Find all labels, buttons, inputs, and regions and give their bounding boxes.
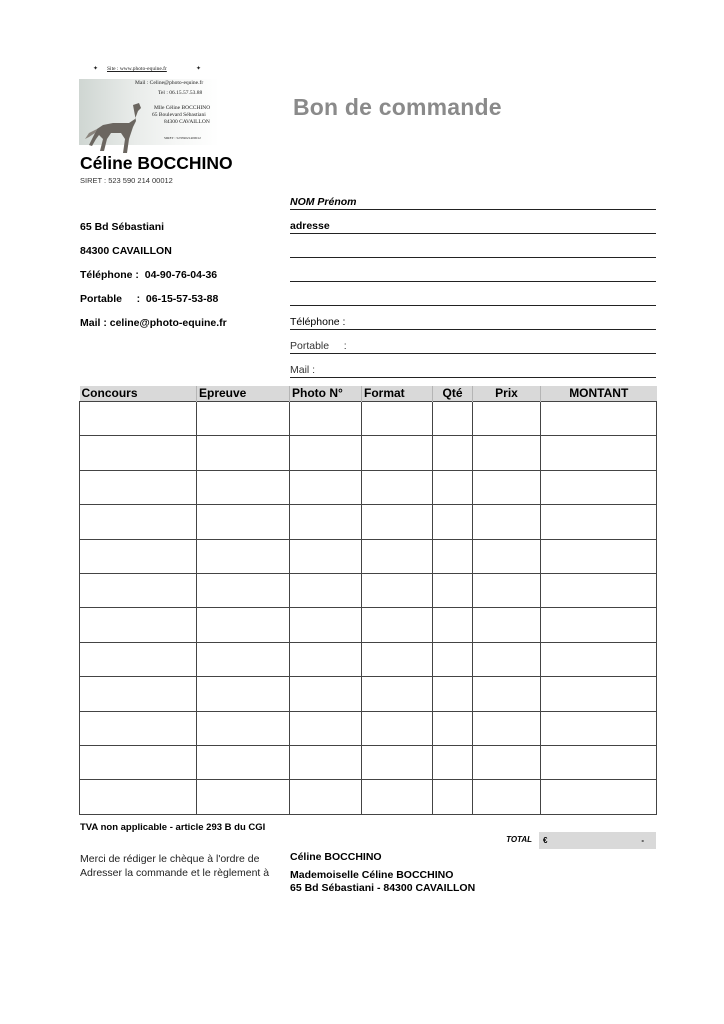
table-row — [80, 470, 657, 504]
customer-mail-label: Mail : — [290, 364, 316, 376]
column-header-photo: Photo N° — [290, 386, 362, 402]
table-row — [80, 539, 657, 573]
customer-name-label: NOM Prénom — [290, 196, 357, 208]
table-cell[interactable] — [197, 608, 290, 642]
page-title: Bon de commande — [293, 94, 502, 120]
column-header-qty: Qté — [433, 386, 473, 402]
table-cell[interactable] — [541, 402, 657, 436]
table-cell[interactable] — [473, 677, 541, 711]
column-header-epreuve: Epreuve — [197, 386, 290, 402]
cheque-payee: Céline BOCCHINO — [290, 851, 382, 863]
send-name: Mademoiselle Céline BOCCHINO — [290, 869, 454, 881]
table-cell[interactable] — [80, 677, 197, 711]
table-cell[interactable] — [541, 436, 657, 470]
table-cell[interactable] — [541, 573, 657, 607]
table-cell[interactable] — [433, 539, 473, 573]
customer-address-line-4[interactable] — [290, 291, 656, 306]
table-cell[interactable] — [197, 711, 290, 745]
table-cell[interactable] — [433, 677, 473, 711]
table-cell[interactable] — [362, 505, 433, 539]
table-cell[interactable] — [473, 505, 541, 539]
table-cell[interactable] — [197, 642, 290, 676]
table-cell[interactable] — [362, 711, 433, 745]
company-name: Céline BOCCHINO — [80, 153, 233, 173]
table-cell[interactable] — [290, 505, 362, 539]
table-cell[interactable] — [362, 573, 433, 607]
table-cell[interactable] — [80, 505, 197, 539]
table-cell[interactable] — [80, 711, 197, 745]
table-cell[interactable] — [433, 780, 473, 814]
table-row — [80, 745, 657, 779]
table-row — [80, 711, 657, 745]
customer-mobile-label: Portable : — [290, 340, 347, 352]
send-address: 65 Bd Sébastiani - 84300 CAVAILLON — [290, 882, 476, 894]
total-box — [539, 832, 656, 849]
table-row — [80, 642, 657, 676]
table-cell[interactable] — [362, 642, 433, 676]
table-cell[interactable] — [290, 780, 362, 814]
table-cell[interactable] — [473, 539, 541, 573]
customer-address-line-3[interactable] — [290, 267, 656, 282]
table-cell[interactable] — [80, 539, 197, 573]
table-cell[interactable] — [290, 677, 362, 711]
logo-site: Site : www.photo-equine.fr — [107, 66, 167, 72]
customer-phone-field[interactable] — [290, 315, 656, 330]
logo-name: Mlle Céline BOCCHINO — [154, 105, 211, 111]
table-cell[interactable] — [541, 470, 657, 504]
logo-mail: Mail : Celine@photo-equine.fr — [135, 80, 204, 86]
table-cell[interactable] — [541, 780, 657, 814]
seller-mobile: Portable : 06-15-57-53-88 — [80, 293, 219, 305]
table-cell[interactable] — [80, 608, 197, 642]
table-cell[interactable] — [473, 745, 541, 779]
table-cell[interactable] — [290, 642, 362, 676]
table-cell[interactable] — [362, 539, 433, 573]
logo-tel: Tel : 06.15.57.53.88 — [158, 90, 203, 96]
customer-mail-field[interactable] — [290, 363, 656, 378]
table-cell[interactable] — [433, 745, 473, 779]
customer-phone-label: Téléphone : — [290, 316, 346, 328]
total-currency: € — [543, 836, 548, 845]
horse-icon — [83, 99, 147, 157]
table-cell[interactable] — [473, 711, 541, 745]
table-cell[interactable] — [197, 539, 290, 573]
table-cell[interactable] — [541, 677, 657, 711]
table-cell[interactable] — [433, 505, 473, 539]
customer-mobile-field[interactable] — [290, 339, 656, 354]
table-cell[interactable] — [290, 608, 362, 642]
seller-phone: Téléphone : 04-90-76-04-36 — [80, 269, 218, 281]
column-header-concours: Concours — [80, 386, 197, 402]
table-cell[interactable] — [433, 436, 473, 470]
table-row — [80, 608, 657, 642]
table-cell[interactable] — [80, 642, 197, 676]
table-cell[interactable] — [473, 780, 541, 814]
table-cell[interactable] — [433, 642, 473, 676]
table-cell[interactable] — [541, 505, 657, 539]
table-cell[interactable] — [80, 780, 197, 814]
company-siret: SIRET : 523 590 214 00012 — [80, 176, 173, 185]
table-cell[interactable] — [433, 711, 473, 745]
logo — [79, 63, 219, 145]
tva-note: TVA non applicable - article 293 B du CGI — [80, 822, 266, 833]
order-table — [79, 386, 657, 815]
seller-city: 84300 CAVAILLON — [80, 245, 172, 257]
table-cell[interactable] — [362, 436, 433, 470]
table-cell[interactable] — [362, 608, 433, 642]
order-table-body — [80, 402, 657, 815]
customer-address-label: adresse — [290, 220, 330, 232]
table-cell[interactable] — [541, 642, 657, 676]
table-row — [80, 505, 657, 539]
table-cell[interactable] — [541, 711, 657, 745]
cheque-instruction: Merci de rédiger le chèque à l'ordre de — [80, 853, 260, 865]
table-cell[interactable] — [290, 402, 362, 436]
customer-address-line-2[interactable] — [290, 243, 656, 258]
table-row — [80, 402, 657, 436]
table-row — [80, 780, 657, 814]
table-cell[interactable] — [362, 780, 433, 814]
table-cell[interactable] — [290, 539, 362, 573]
table-row — [80, 573, 657, 607]
logo-city: 84300 CAVAILLON — [164, 119, 210, 125]
customer-name-field[interactable] — [290, 195, 656, 210]
total-label: TOTAL — [506, 835, 532, 844]
table-cell[interactable] — [362, 745, 433, 779]
seller-mail: Mail : celine@photo-equine.fr — [80, 317, 227, 329]
table-cell[interactable] — [473, 573, 541, 607]
table-cell[interactable] — [362, 470, 433, 504]
table-cell[interactable] — [197, 505, 290, 539]
table-cell[interactable] — [197, 470, 290, 504]
table-cell[interactable] — [80, 436, 197, 470]
table-cell[interactable] — [473, 436, 541, 470]
logo-horse-icon-right: ✦ — [196, 66, 202, 72]
table-cell[interactable] — [473, 470, 541, 504]
table-cell[interactable] — [290, 745, 362, 779]
table-cell[interactable] — [197, 402, 290, 436]
column-header-price: Prix — [473, 386, 541, 402]
table-cell[interactable] — [473, 642, 541, 676]
table-cell[interactable] — [197, 677, 290, 711]
table-cell[interactable] — [290, 711, 362, 745]
table-cell[interactable] — [197, 745, 290, 779]
send-instruction: Adresser la commande et le règlement à — [80, 867, 270, 879]
table-cell[interactable] — [473, 402, 541, 436]
table-cell[interactable] — [433, 470, 473, 504]
table-cell[interactable] — [433, 608, 473, 642]
total-value: - — [641, 836, 644, 845]
table-cell[interactable] — [290, 470, 362, 504]
table-row — [80, 677, 657, 711]
table-cell[interactable] — [197, 436, 290, 470]
table-cell[interactable] — [80, 470, 197, 504]
table-row — [80, 436, 657, 470]
table-cell[interactable] — [197, 573, 290, 607]
logo-street: 65 Boulevard Sébastiani — [152, 112, 206, 118]
table-cell[interactable] — [473, 608, 541, 642]
column-header-format: Format — [362, 386, 433, 402]
table-cell[interactable] — [433, 573, 473, 607]
customer-address-field[interactable] — [290, 219, 656, 234]
table-cell[interactable] — [290, 573, 362, 607]
table-cell[interactable] — [362, 677, 433, 711]
logo-siret: SIRET : 52359021400012 — [164, 136, 201, 140]
table-cell[interactable] — [541, 539, 657, 573]
column-header-amount: MONTANT — [541, 386, 657, 402]
table-cell[interactable] — [541, 745, 657, 779]
table-cell[interactable] — [80, 402, 197, 436]
table-cell[interactable] — [290, 436, 362, 470]
table-cell[interactable] — [80, 573, 197, 607]
table-cell[interactable] — [362, 402, 433, 436]
table-cell[interactable] — [197, 780, 290, 814]
table-header-row — [80, 386, 657, 402]
logo-horse-icon-left: ✦ — [93, 66, 99, 72]
table-cell[interactable] — [541, 608, 657, 642]
table-cell[interactable] — [433, 402, 473, 436]
table-cell[interactable] — [80, 745, 197, 779]
seller-address: 65 Bd Sébastiani — [80, 221, 165, 233]
